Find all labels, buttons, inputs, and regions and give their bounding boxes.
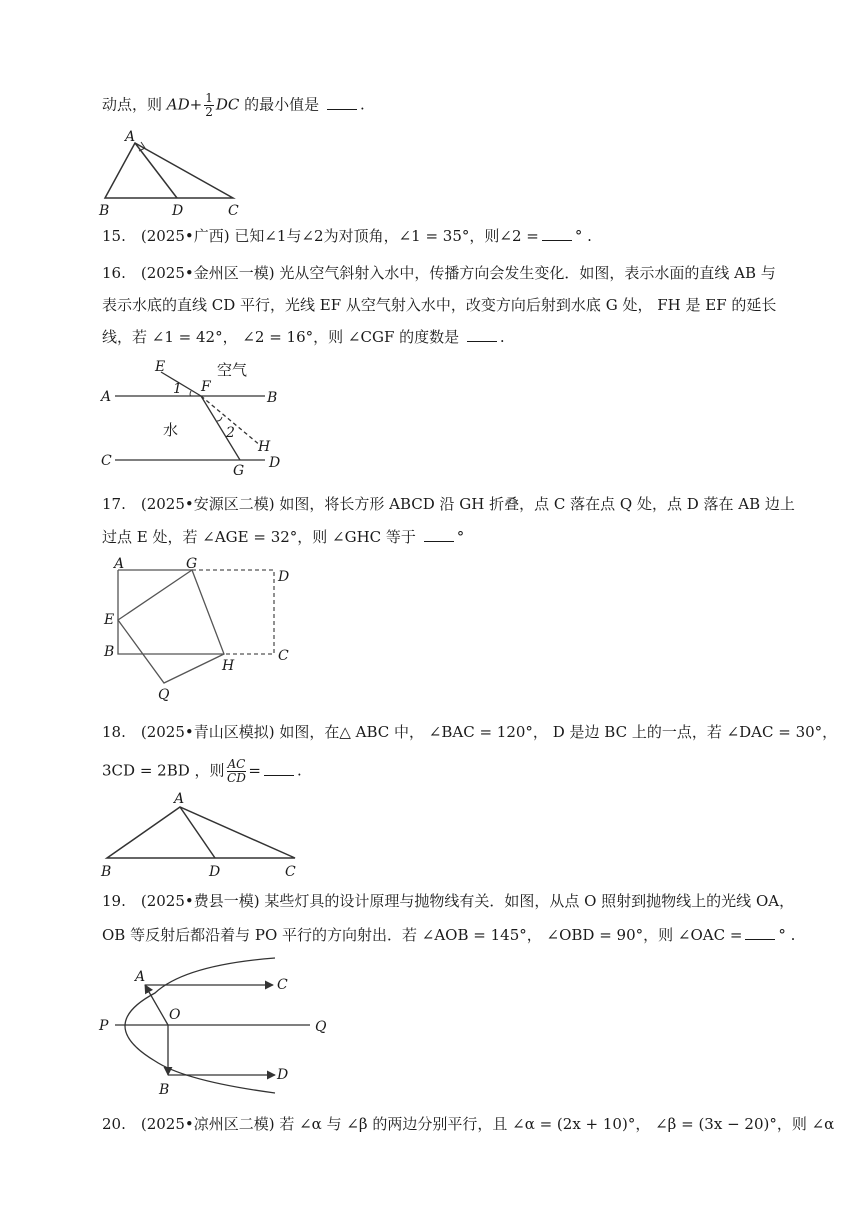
q18-line2-text: 3CD = 2BD ，则 [102, 761, 225, 780]
q18-eq: = [248, 761, 261, 780]
fig17-label-b: B [104, 644, 115, 660]
fig17-label-e: E [104, 612, 115, 628]
q17-line2-text: 过点 E 处，若 ∠AGE = 32°，则 ∠GHC 等于 [102, 528, 416, 546]
fig16-label-air: 空气 [217, 361, 248, 379]
fig17-label-h: H [222, 658, 235, 674]
fig16-label-b: B [267, 390, 278, 406]
q14-plus: + [189, 95, 203, 114]
q14-expr-a: AD [166, 95, 190, 114]
q15-answer-blank [542, 226, 572, 241]
fig19-label-o: O [169, 1007, 181, 1023]
fig16-label-one: 1 [173, 381, 182, 397]
q16-answer-blank [467, 327, 497, 342]
fig17-label-a: A [114, 556, 125, 572]
fig17-folded-rectangle [98, 558, 308, 703]
q18-answer-blank [264, 761, 294, 776]
q19-answer-blank [745, 925, 775, 940]
q19-line2-text: OB 等反射后都沿着与 PO 平行的方向射出．若 ∠AOB = 145°， ∠OBD = 90°，则 ∠OAC = [102, 926, 743, 944]
fig18-label-d: D [209, 864, 221, 880]
fig18-label-b: B [101, 864, 112, 880]
fig16-label-c: C [101, 453, 112, 469]
q17-line2 [102, 527, 464, 547]
fig14-triangle [95, 125, 255, 220]
q15-text: 15. (2025•广西) 已知∠1与∠2为对顶角，∠1 = 35°，则∠2 = [102, 227, 539, 245]
q16-line2: 表示水底的直线 CD 平行，光线 EF 从空气射入水中，改变方向后射到水底 G 处， FH 是 EF 的延长 [102, 296, 777, 314]
fig16-label-f: F [201, 379, 211, 395]
q16-line1: 16. (2025•金州区一模) 光从空气斜射入水中，传播方向会发生变化．如图，表示水面的直线 AB 与 [102, 264, 776, 282]
q15-end: ° . [574, 227, 592, 245]
fig19-label-p: P [99, 1018, 109, 1034]
fig16-refraction [95, 355, 295, 479]
q17-line1: 17. (2025•安源区二模) 如图，将长方形 ABCD 沿 GH 折叠，点 C 落在点 Q 处，点 D 落在 AB 边上 [102, 495, 795, 513]
q14-text-before: 动点，则 [102, 95, 163, 114]
q14-text-after: 的最小值是 [244, 95, 320, 114]
fig14-label-d: D [172, 203, 184, 219]
fig16-label-two: 2 [226, 425, 235, 441]
q17-end: ° [456, 528, 465, 546]
q14-fraction [204, 92, 214, 119]
q16-end: . [499, 328, 505, 346]
q18-fraction [227, 758, 247, 785]
q14-frac-den: 2 [205, 105, 213, 119]
fig16-label-a: A [101, 389, 112, 405]
fig16-label-h: H [258, 439, 271, 455]
fig16-label-water: 水 [163, 421, 179, 439]
fig19-label-d: D [277, 1067, 289, 1083]
fig17-label-c: C [278, 648, 289, 664]
fig16-label-d: D [269, 455, 281, 471]
q18-end: . [296, 761, 302, 780]
q16-line3-text: 线，若 ∠1 = 42°， ∠2 = 16°，则 ∠CGF 的度数是 [102, 328, 460, 346]
fig19-label-c: C [277, 977, 288, 993]
fig14-label-b: B [99, 203, 110, 219]
fig17-label-d: D [278, 569, 290, 585]
fig19-label-a: A [135, 969, 146, 985]
fig18-label-a: A [174, 791, 185, 807]
fig19-label-b: B [159, 1082, 170, 1098]
q14-answer-blank [327, 95, 357, 110]
fig19-label-q: Q [315, 1019, 327, 1035]
q19-line2 [102, 925, 795, 945]
q18-line1: 18. (2025•青山区模拟) 如图，在△ ABC 中， ∠BAC = 120°， D 是边 BC 上的一点，若 ∠DAC = 30°， [102, 723, 838, 741]
fig17-label-g: G [186, 556, 198, 572]
q18-line2 [102, 758, 302, 785]
q14-end: . [359, 95, 365, 114]
q20-line1: 20. (2025•凉州区二模) 若 ∠α 与 ∠β 的两边分别平行，且 ∠α = (2x + 10)°， ∠β = (3x − 20)°，则 ∠α [102, 1115, 835, 1133]
q15-line [102, 226, 592, 246]
fig14-label-c: C [228, 203, 239, 219]
q16-line3 [102, 327, 505, 347]
fig19-parabola [95, 953, 335, 1098]
fig14-label-a: A [125, 129, 136, 145]
q19-end: ° . [778, 926, 796, 944]
fig18-triangle [95, 790, 310, 885]
fig18-label-c: C [285, 864, 296, 880]
q19-line1: 19. (2025•费县一模) 某些灯具的设计原理与抛物线有关．如图，从点 O 照射到抛物线上的光线 OA， [102, 892, 795, 910]
q14-frac-num: 1 [205, 91, 213, 105]
fig16-label-e: E [155, 359, 166, 375]
q17-answer-blank [424, 527, 454, 542]
fig17-label-q: Q [158, 687, 170, 703]
q14-expr-b: DC [215, 95, 240, 114]
fig16-label-g: G [233, 463, 245, 479]
q18-frac-num: AC [227, 757, 246, 771]
q14-line [102, 92, 365, 119]
q18-frac-den: CD [227, 771, 246, 785]
